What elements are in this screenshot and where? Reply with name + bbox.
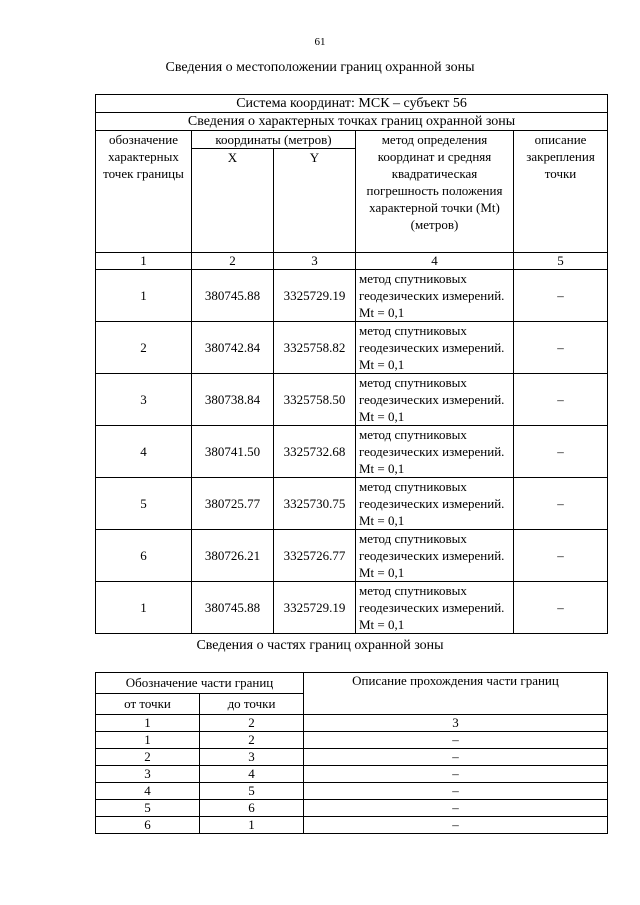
header-part: Обозначение части границ: [96, 673, 304, 694]
col-number: 3: [274, 253, 356, 270]
col-number: 1: [96, 253, 192, 270]
method: метод спутниковых геодезических измерений. Mt = 0,1: [356, 478, 514, 530]
method: метод спутниковых геодезических измерений. Mt = 0,1: [356, 374, 514, 426]
coord-x: 380741.50: [192, 426, 274, 478]
header-desc: описание закрепления точки: [514, 131, 608, 253]
boundary-parts-table: [95, 672, 608, 834]
header-coords: координаты (метров): [192, 131, 356, 149]
col-number: 1: [96, 715, 200, 732]
coord-y: 3325730.75: [274, 478, 356, 530]
header-method: метод определения координат и средняя квадратическая погрешность положения характерной точки (Mt) (метров): [356, 131, 514, 253]
header-part-desc: Описание прохождения части границ: [304, 673, 608, 715]
table-row: [96, 766, 608, 783]
table-row: [96, 783, 608, 800]
col-number: 3: [304, 715, 608, 732]
col-number: 2: [200, 715, 304, 732]
method: метод спутниковых геодезических измерений. Mt = 0,1: [356, 582, 514, 634]
section-title-parts: Сведения о частях границ охранной зоны: [196, 638, 444, 653]
coord-x: 380745.88: [192, 270, 274, 322]
to-point: 4: [200, 766, 304, 783]
fixing-desc: –: [514, 582, 608, 634]
table-row: [96, 800, 608, 817]
point-id: 3: [96, 374, 192, 426]
table-row: [96, 322, 608, 374]
table-row: [96, 270, 608, 322]
point-id: 6: [96, 530, 192, 582]
from-point: 5: [96, 800, 200, 817]
table-row: [96, 478, 608, 530]
coord-y: 3325758.50: [274, 374, 356, 426]
coord-y: 3325758.82: [274, 322, 356, 374]
part-desc: –: [304, 800, 608, 817]
to-point: 1: [200, 817, 304, 834]
coord-y: 3325729.19: [274, 270, 356, 322]
boundary-points-table: [95, 94, 608, 634]
point-id: 2: [96, 322, 192, 374]
from-point: 6: [96, 817, 200, 834]
col-number: 2: [192, 253, 274, 270]
to-point: 6: [200, 800, 304, 817]
header-from: от точки: [96, 694, 200, 715]
coord-x: 380725.77: [192, 478, 274, 530]
page-number: 61: [314, 36, 326, 48]
coord-x: 380745.88: [192, 582, 274, 634]
part-desc: –: [304, 783, 608, 800]
fixing-desc: –: [514, 426, 608, 478]
part-desc: –: [304, 732, 608, 749]
table-row: [96, 374, 608, 426]
coordinate-system: Система координат: МСК – субъект 56: [96, 95, 608, 113]
table-row: [96, 749, 608, 766]
coord-y: 3325726.77: [274, 530, 356, 582]
to-point: 5: [200, 783, 304, 800]
point-id: 5: [96, 478, 192, 530]
point-id: 1: [96, 582, 192, 634]
header-y: Y: [274, 149, 356, 253]
col-number: 4: [356, 253, 514, 270]
table-row: [96, 530, 608, 582]
from-point: 4: [96, 783, 200, 800]
coord-y: 3325729.19: [274, 582, 356, 634]
coord-x: 380726.21: [192, 530, 274, 582]
point-id: 1: [96, 270, 192, 322]
coord-y: 3325732.68: [274, 426, 356, 478]
method: метод спутниковых геодезических измерений. Mt = 0,1: [356, 530, 514, 582]
fixing-desc: –: [514, 374, 608, 426]
part-desc: –: [304, 749, 608, 766]
table-row: [96, 426, 608, 478]
table-row: [96, 817, 608, 834]
part-desc: –: [304, 766, 608, 783]
header-to: до точки: [200, 694, 304, 715]
table-subtitle: Сведения о характерных точках границ охранной зоны: [96, 113, 608, 131]
col-number: 5: [514, 253, 608, 270]
table-row: [96, 732, 608, 749]
method: метод спутниковых геодезических измерений. Mt = 0,1: [356, 270, 514, 322]
header-x: X: [192, 149, 274, 253]
header-point: обозначение характерных точек границы: [96, 131, 192, 253]
fixing-desc: –: [514, 322, 608, 374]
fixing-desc: –: [514, 478, 608, 530]
to-point: 2: [200, 732, 304, 749]
point-id: 4: [96, 426, 192, 478]
coord-x: 380742.84: [192, 322, 274, 374]
fixing-desc: –: [514, 270, 608, 322]
table-row: [96, 582, 608, 634]
from-point: 2: [96, 749, 200, 766]
coord-x: 380738.84: [192, 374, 274, 426]
fixing-desc: –: [514, 530, 608, 582]
method: метод спутниковых геодезических измерений. Mt = 0,1: [356, 426, 514, 478]
from-point: 1: [96, 732, 200, 749]
section-title-boundaries: Сведения о местоположении границ охранной зоны: [165, 60, 475, 75]
to-point: 3: [200, 749, 304, 766]
method: метод спутниковых геодезических измерений. Mt = 0,1: [356, 322, 514, 374]
part-desc: –: [304, 817, 608, 834]
from-point: 3: [96, 766, 200, 783]
